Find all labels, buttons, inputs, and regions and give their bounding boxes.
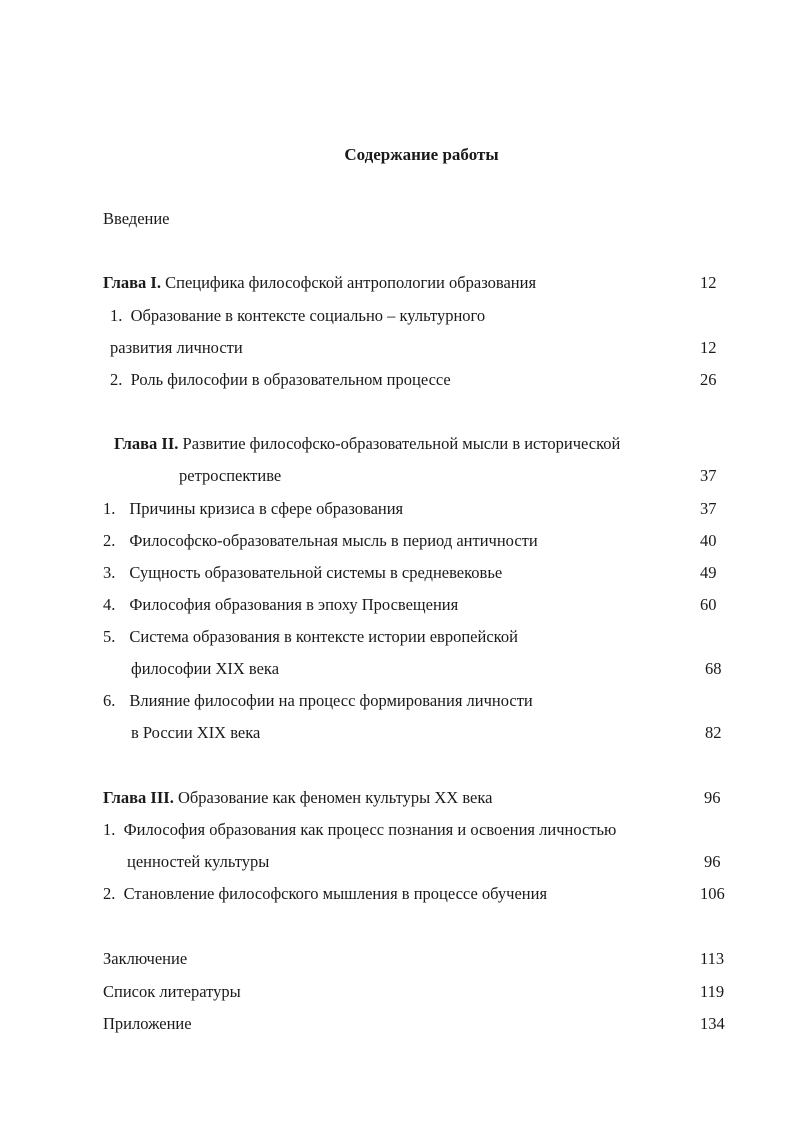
item-number: 1. [110,306,123,325]
chapter-2-title: Развитие философско-образовательной мысли в исторической [182,434,621,453]
item-number: 1. [103,499,116,518]
toc-conclusion: Заключение [103,949,188,968]
item-text: Влияние философии на процесс формирования личности [129,691,533,710]
item-number: 5. [103,627,116,646]
toc-appendix-page: 134 [700,1014,725,1033]
toc-item-2-5-page: 68 [705,659,722,678]
toc-item-1-2-page: 26 [700,370,717,389]
toc-appendix: Приложение [103,1014,192,1033]
item-text: Становление философского мышления в процессе обучения [123,884,548,903]
item-number: 2. [103,531,116,550]
toc-conclusion-page: 113 [700,949,725,968]
page-title: Содержание работы [344,145,499,164]
toc-item-2-4 [103,595,458,615]
toc-intro: Введение [103,209,170,228]
toc-item-2-1-page: 37 [700,499,717,518]
item-text: Сущность образовательной системы в средневековье [129,563,503,582]
toc-item-3-2 [103,884,547,904]
toc-chapter-2-heading [114,434,620,454]
item-text: Роль философии в образовательном процессе [130,370,451,389]
toc-chapter-3-heading [103,788,492,808]
toc-item-2-1 [103,499,403,519]
toc-chapter-1-heading [103,273,536,293]
chapter-3-label: Глава III. [103,788,174,807]
toc-item-3-2-page: 106 [700,884,725,903]
item-number: 2. [110,370,123,389]
item-text: Система образования в контексте истории европейской [129,627,518,646]
toc-item-3-1-page: 96 [704,852,721,871]
toc-item-1-1 [110,306,485,326]
toc-item-2-4-page: 60 [700,595,717,614]
toc-item-2-2-page: 40 [700,531,717,550]
item-number: 6. [103,691,116,710]
item-number: 3. [103,563,116,582]
toc-item-3-1 [103,820,616,840]
chapter-2-label: Глава II. [114,434,179,453]
toc-item-1-1-page: 12 [700,338,717,357]
toc-item-2-3-page: 49 [700,563,717,582]
toc-bibliography: Список литературы [103,982,241,1001]
item-number: 2. [103,884,116,903]
toc-item-2-6-cont: в России XIX века [131,723,261,742]
toc-item-2-3 [103,563,502,583]
toc-item-1-1-cont: развития личности [110,338,243,357]
item-text: Образование в контексте социально – культурного [130,306,486,325]
toc-item-1-2 [110,370,451,390]
toc-item-3-1-cont: ценностей культуры [127,852,270,871]
toc-item-2-5-cont: философии XIX века [131,659,280,678]
toc-item-2-6 [103,691,533,711]
chapter-1-label: Глава I. [103,273,161,292]
item-text: Философия образования в эпоху Просвещения [129,595,459,614]
item-number: 1. [103,820,116,839]
toc-chapter-2-heading-cont: ретроспективе [179,466,282,485]
toc-item-2-2 [103,531,538,551]
item-text: Философия образования как процесс познания и освоения личностью [123,820,617,839]
toc-bibliography-page: 119 [700,982,725,1001]
toc-chapter-1-page: 12 [700,273,717,292]
item-text: Философско-образовательная мысль в период античности [129,531,538,550]
item-number: 4. [103,595,116,614]
toc-chapter-2-page: 37 [700,466,717,485]
item-text: Причины кризиса в сфере образования [129,499,404,518]
toc-item-2-5 [103,627,518,647]
toc-item-2-6-page: 82 [705,723,722,742]
toc-chapter-3-page: 96 [704,788,721,807]
chapter-1-title: Специфика философской антропологии образования [165,273,537,292]
chapter-3-title: Образование как феномен культуры XX века [177,788,493,807]
